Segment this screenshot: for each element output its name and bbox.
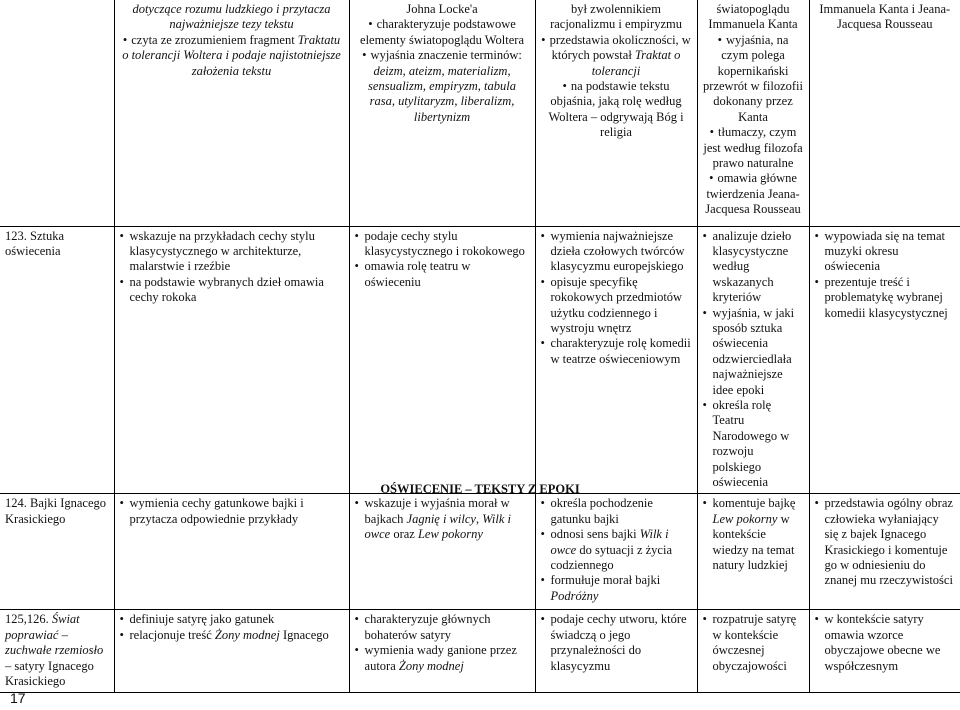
- list-item: • określa pochodzenie gatunku bajki: [541, 496, 692, 527]
- bullet-list: [703, 612, 804, 674]
- list-item: • podaje cechy utworu, które świadczą o jego przynależności do klasycyzmu: [541, 612, 692, 674]
- list-item: • relacjonuje treść Żony modnej Ignacego: [120, 628, 344, 643]
- list-item: • na podstawie tekstu objaśnia, jaką rolę według Woltera – odgrywają Bóg i religia: [541, 79, 692, 141]
- bullet-list: [120, 33, 344, 79]
- requirement-cell-2: [349, 494, 535, 610]
- list-item: • podaje cechy stylu klasycystycznego i rokokowego: [355, 229, 530, 260]
- list-item: • przedstawia ogólny obraz człowieka wyłaniający się z bajek Ignacego Krasickiego i komentuje go w odniesieniu do znanej mu rzeczywistości: [815, 496, 956, 588]
- page-number: 17: [10, 690, 26, 706]
- list-item: • opisuje specyfikę rokokowych przedmiotów użytku codziennego i wystroju wnętrz: [541, 275, 692, 337]
- list-item: • wyjaśnia, w jaki sposób sztuka oświecenia odzwierciedlała najważniejsze idee epoki: [703, 306, 804, 398]
- list-item: • wymienia wady ganione przez autora Żony modnej: [355, 643, 530, 674]
- bullet-list: [541, 33, 692, 141]
- list-item: • omawia rolę teatru w oświeceniu: [355, 259, 530, 290]
- requirement-cell-3: [535, 610, 697, 693]
- requirement-cell-1: [114, 226, 349, 494]
- bullet-list: [541, 612, 692, 674]
- list-item: • wyjaśnia, na czym polega kopernikański przewrót w filozofii dokonany przez Kanta: [703, 33, 804, 125]
- list-item: • definiuje satyrę jako gatunek: [120, 612, 344, 627]
- list-item: • tłumaczy, czym jest według filozofa prawo naturalne: [703, 125, 804, 171]
- cell-intro: dotyczące rozumu ludzkiego i przytacza najważniejsze tezy tekstu: [132, 2, 331, 32]
- bullet-list: [703, 229, 804, 491]
- requirement-cell-3: [535, 0, 697, 226]
- bullet-list: [815, 496, 956, 588]
- list-item: • określa rolę Teatru Narodowego w rozwoju polskiego oświecenia: [703, 398, 804, 490]
- topic-title: 124. Bajki Ignacego Krasickiego: [5, 496, 107, 526]
- bullet-list: [815, 612, 956, 674]
- list-item: • na podstawie wybranych dzieł omawia cechy rokoka: [120, 275, 344, 306]
- requirement-cell-4: [697, 0, 809, 226]
- bullet-list: [120, 229, 344, 306]
- bullet-list: [355, 229, 530, 291]
- list-item: • komentuje bajkę Lew pokorny w kontekście wiedzy na temat natury ludzkiej: [703, 496, 804, 573]
- list-item: • prezentuje treść i problematykę wybranej komedii klasycystycznej: [815, 275, 956, 321]
- bullet-list: [541, 229, 692, 368]
- requirement-cell-2: [349, 610, 535, 693]
- list-item: • rozpatruje satyrę w kontekście ówczesnej obyczajowości: [703, 612, 804, 674]
- requirement-cell-5: [809, 494, 960, 610]
- list-item: • wyjaśnia znaczenie terminów: deizm, ateizm, materializm, sensualizm, empiryzm, tabula rasa, utylitaryzm, liberalizm, libertynizm: [355, 48, 530, 125]
- requirement-cell-5: [809, 610, 960, 693]
- list-item: • wskazuje na przykładach cechy stylu klasycystycznego w architekturze, malarstwie i rzeźbie: [120, 229, 344, 275]
- bullet-list: [355, 496, 530, 542]
- cell-intro: Johna Locke'a: [406, 2, 478, 16]
- topic-title: 123. Sztuka oświecenia: [5, 228, 65, 258]
- section-heading: OŚWIECENIE – TEKSTY Z EPOKI: [380, 482, 580, 496]
- bullet-list: [703, 496, 804, 573]
- requirement-cell-5: [809, 0, 960, 226]
- topic-title: 125,126. Świat poprawiać – zuchwałe rzemiosło – satyry Ignacego Krasickiego: [5, 612, 104, 689]
- bullet-list: [120, 496, 344, 527]
- cell-intro: światopoglądu Immanuela Kanta: [708, 2, 798, 32]
- cell-intro: był zwolennikiem racjonalizmu i empiryzmu: [550, 2, 682, 32]
- topic-cell: [0, 226, 114, 494]
- list-item: • charakteryzuje podstawowe elementy światopoglądu Woltera: [355, 17, 530, 48]
- list-item: • charakteryzuje rolę komedii w teatrze oświeceniowym: [541, 336, 692, 367]
- table-row-top: [0, 0, 960, 226]
- requirement-cell-4: [697, 610, 809, 693]
- requirement-cell-5: [809, 226, 960, 494]
- bullet-list: [703, 33, 804, 218]
- list-item: • czyta ze zrozumieniem fragment Traktatu o tolerancji Woltera i podaje najistotniejsze założenia tekstu: [120, 33, 344, 79]
- requirement-cell-1: [114, 0, 349, 226]
- topic-cell-empty: [0, 0, 114, 226]
- requirement-cell-2: [349, 226, 535, 494]
- table-row-125: [0, 610, 960, 693]
- requirement-cell-3: [535, 226, 697, 494]
- table-row-123: [0, 226, 960, 494]
- requirement-cell-4: [697, 494, 809, 610]
- bullet-list: [541, 496, 692, 604]
- list-item: • charakteryzuje głównych bohaterów satyry: [355, 612, 530, 643]
- list-item: • wymienia najważniejsze dzieła czołowych twórców klasycyzmu europejskiego: [541, 229, 692, 275]
- list-item: • odnosi sens bajki Wilk i owce do sytuacji z życia codziennego: [541, 527, 692, 573]
- bullet-list: [355, 612, 530, 674]
- requirement-cell-2: [349, 0, 535, 226]
- cell-text: Immanuela Kanta i Jeana-Jacquesa Rousseau: [819, 2, 951, 32]
- topic-cell: [0, 494, 114, 610]
- table-row-124: [0, 494, 960, 610]
- list-item: • wskazuje i wyjaśnia morał w bajkach Jagnię i wilcy, Wilk i owce oraz Lew pokorny: [355, 496, 530, 542]
- bullet-list: [815, 229, 956, 321]
- list-item: • formułuje morał bajki Podróżny: [541, 573, 692, 604]
- requirement-cell-3: [535, 494, 697, 610]
- bullet-list: [120, 612, 344, 643]
- list-item: • wypowiada się na temat muzyki okresu oświecenia: [815, 229, 956, 275]
- requirement-cell-1: [114, 494, 349, 610]
- list-item: • przedstawia okoliczności, w których powstał Traktat o tolerancji: [541, 33, 692, 79]
- topic-cell: [0, 610, 114, 693]
- list-item: • wymienia cechy gatunkowe bajki i przytacza odpowiednie przykłady: [120, 496, 344, 527]
- list-item: • w kontekście satyry omawia wzorce obyczajowe obecne we współczesnym: [815, 612, 956, 674]
- requirement-cell-4: [697, 226, 809, 494]
- list-item: • analizuje dzieło klasycystyczne według wskazanych kryteriów: [703, 229, 804, 306]
- bullet-list: [355, 17, 530, 125]
- requirement-cell-1: [114, 610, 349, 693]
- list-item: • omawia główne twierdzenia Jeana-Jacquesa Rousseau: [703, 171, 804, 217]
